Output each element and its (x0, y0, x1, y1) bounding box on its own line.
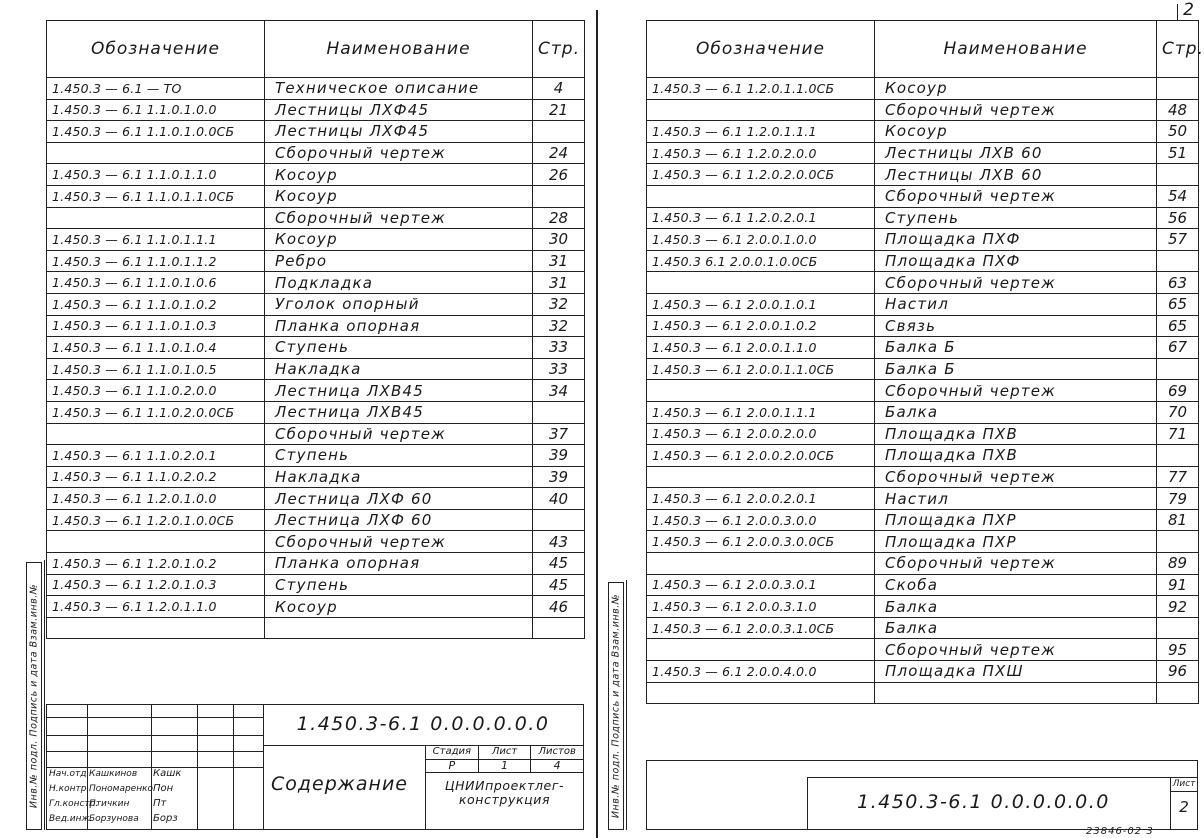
name-cell: Сборочный чертеж (875, 99, 1157, 121)
designation-cell: 1.450.3 — 6.1 1.1.0.1.0.0СБ (47, 121, 265, 143)
margin-stamp (608, 582, 624, 830)
column-header-designation: Обозначение (647, 21, 875, 78)
page-cell: 31 (533, 272, 585, 294)
margin-stamp (26, 562, 42, 830)
page-cell: 48 (1157, 99, 1199, 121)
sheets-value: 4 (553, 759, 561, 772)
table-row (647, 423, 1199, 445)
page-cell: 43 (533, 531, 585, 553)
signature-mark: Борз (153, 813, 178, 824)
designation-cell (47, 531, 265, 553)
contents-body-right (647, 78, 1199, 704)
signature-mark: Кашк (153, 768, 182, 779)
table-row (647, 596, 1199, 618)
name-cell: Техническое описание (265, 78, 533, 100)
table-row (47, 229, 585, 251)
designation-cell (647, 185, 875, 207)
page-cell: 39 (533, 445, 585, 467)
page-cell: 95 (1157, 639, 1199, 661)
name-cell: Балка Б (875, 337, 1157, 359)
designation-cell: 1.450.3 — 6.1 1.1.0.1.0.0 (47, 99, 265, 121)
designation-cell: 1.450.3 — 6.1 2.0.0.2.0.1 (647, 488, 875, 510)
name-cell (875, 682, 1157, 704)
designation-cell: 1.450.3 — 6.1 1.1.0.1.1.1 (47, 229, 265, 251)
table-row (647, 293, 1199, 315)
page-cell: 65 (1157, 293, 1199, 315)
page-cell: 28 (533, 207, 585, 229)
designation-cell: 1.450.3 — 6.1 1.1.0.1.0.6 (47, 272, 265, 294)
table-row (47, 401, 585, 423)
designation-cell (647, 553, 875, 575)
page-cell: 30 (533, 229, 585, 251)
name-cell: Лестница ЛХВ45 (265, 380, 533, 402)
table-row (47, 250, 585, 272)
stage-block (425, 745, 583, 829)
name-cell: Лестницы ЛХФ45 (265, 99, 533, 121)
table-row (647, 661, 1199, 683)
page-cell: 32 (533, 315, 585, 337)
page-cell: 92 (1157, 596, 1199, 618)
table-row (47, 617, 585, 639)
signature-grid (47, 705, 264, 829)
table-row (647, 553, 1199, 575)
table-row (47, 293, 585, 315)
page-cell (533, 185, 585, 207)
designation-cell: 1.450.3 — 6.1 2.0.0.1.1.1 (647, 401, 875, 423)
designation-cell: 1.450.3 — 6.1 1.1.0.2.0.2 (47, 466, 265, 488)
table-row (647, 639, 1199, 661)
sheet-left (0, 0, 592, 838)
designation-cell: 1.450.3 — 6.1 2.0.0.1.0.2 (647, 315, 875, 337)
page-cell: 57 (1157, 229, 1199, 251)
table-row (647, 445, 1199, 467)
designation-cell: 1.450.3 — 6.1 1.2.0.2.0.1 (647, 207, 875, 229)
page-cell: 39 (533, 466, 585, 488)
name-cell: Планка опорная (265, 553, 533, 575)
name-cell: Сборочный чертеж (875, 185, 1157, 207)
name-cell: Балка (875, 596, 1157, 618)
signature-row: Нач.отд. Кашкинов Кашк (49, 768, 182, 779)
designation-cell: 1.450.3 — 6.1 1.2.0.1.1.0СБ (647, 78, 875, 100)
name-cell: Планка опорная (265, 315, 533, 337)
designation-cell (647, 466, 875, 488)
page-cell: 26 (533, 164, 585, 186)
page-cell (1157, 682, 1199, 704)
designation-cell: 1.450.3 — 6.1 2.0.0.3.0.1 (647, 574, 875, 596)
signature-mark: Пт (153, 798, 167, 809)
page-cell: 51 (1157, 142, 1199, 164)
column-header-designation: Обозначение (47, 21, 265, 78)
signature-mark: Пон (153, 783, 174, 794)
table-row (47, 531, 585, 553)
page-cell: 34 (533, 380, 585, 402)
table-row (647, 682, 1199, 704)
designation-cell: 1.450.3 — 6.1 1.2.0.2.0.0СБ (647, 164, 875, 186)
table-row (47, 337, 585, 359)
page-cell (533, 509, 585, 531)
page-cell: 63 (1157, 272, 1199, 294)
name-cell: Косоур (265, 229, 533, 251)
table-row (47, 423, 585, 445)
page-cell: 33 (533, 337, 585, 359)
contents-table-left (46, 20, 585, 639)
page-cell (533, 121, 585, 143)
table-row (647, 617, 1199, 639)
designation-cell: 1.450.3 — 6.1 2.0.0.2.0.0СБ (647, 445, 875, 467)
designation-cell: 1.450.3 — 6.1 1.1.0.1.0.4 (47, 337, 265, 359)
table-row (47, 509, 585, 531)
designation-cell: 1.450.3 — 6.1 1.1.0.1.1.2 (47, 250, 265, 272)
page-cell: 50 (1157, 121, 1199, 143)
document-code: 1.450.3-6.1 0.0.0.0.0.0 (296, 713, 550, 735)
table-row (647, 207, 1199, 229)
designation-cell: 1.450.3 — 6.1 1.2.0.1.1.1 (647, 121, 875, 143)
title-block (46, 704, 584, 830)
name-cell: Связь (875, 315, 1157, 337)
designation-cell (647, 380, 875, 402)
name-cell: Сборочный чертеж (875, 639, 1157, 661)
designation-cell: 1.450.3 — 6.1 2.0.0.1.1.0 (647, 337, 875, 359)
name-cell: Лестница ЛХФ 60 (265, 488, 533, 510)
page-cell: 45 (533, 574, 585, 596)
sheet-label: Лист (1171, 777, 1197, 792)
table-row (47, 142, 585, 164)
page-cell: 91 (1157, 574, 1199, 596)
table-row (47, 207, 585, 229)
designation-cell (647, 639, 875, 661)
name-cell: Косоур (265, 596, 533, 618)
designation-cell: 1.450.3 — 6.1 1.1.0.1.1.0СБ (47, 185, 265, 207)
name-cell: Сборочный чертеж (265, 531, 533, 553)
signature-row: Гл.констр. Птичкин Пт (49, 798, 167, 809)
page-cell: 33 (533, 358, 585, 380)
page-cell: 24 (533, 142, 585, 164)
table-row (47, 596, 585, 618)
name-cell (265, 617, 533, 639)
table-row (647, 185, 1199, 207)
name-cell: Лестница ЛХВ45 (265, 401, 533, 423)
designation-cell (47, 423, 265, 445)
table-row (47, 272, 585, 294)
table-row (647, 121, 1199, 143)
designation-cell: 1.450.3 — 6.1 1.2.0.1.0.2 (47, 553, 265, 575)
name-cell: Сборочный чертеж (875, 272, 1157, 294)
page-cell: 67 (1157, 337, 1199, 359)
signature-row: Вед.инж. Борзунова Борз (49, 813, 178, 824)
page-cell: 37 (533, 423, 585, 445)
name-cell: Лестницы ЛХФ45 (265, 121, 533, 143)
designation-cell: 1.450.3 — 6.1 2.0.0.2.0.0 (647, 423, 875, 445)
name-cell: Настил (875, 488, 1157, 510)
column-header-page: Стр. (1157, 21, 1199, 78)
page-cell: 89 (1157, 553, 1199, 575)
contents-table-right (646, 20, 1204, 704)
designation-cell: 1.450.3 — 6.1 2.0.0.3.1.0СБ (647, 617, 875, 639)
sheet-label: Лист (479, 745, 532, 759)
signature-rows (47, 767, 263, 827)
table-row (647, 229, 1199, 251)
designation-cell: 1.450.3 — 6.1 1.1.0.1.0.5 (47, 358, 265, 380)
designation-cell: 1.450.3 — 6.1 1.1.0.2.0.1 (47, 445, 265, 467)
page-cell: 77 (1157, 466, 1199, 488)
name-cell: Площадка ПХФ (875, 250, 1157, 272)
table-row (47, 99, 585, 121)
page-cell (1157, 445, 1199, 467)
designation-cell: 1.450.3 — 6.1 1.2.0.2.0.0 (647, 142, 875, 164)
sheet-divider (596, 10, 598, 838)
table-row (47, 553, 585, 575)
designation-cell: 1.450.3 — 6.1 1.2.0.1.1.0 (47, 596, 265, 618)
name-cell: Площадка ПХФ (875, 229, 1157, 251)
table-row (47, 78, 585, 100)
table-row (47, 315, 585, 337)
column-header-name: Наименование (875, 21, 1157, 78)
designation-cell: 1.450.3 — 6.1 1.1.0.1.0.3 (47, 315, 265, 337)
stage-value: Р (426, 760, 479, 772)
page-cell: 65 (1157, 315, 1199, 337)
table-row (647, 380, 1199, 402)
page-cell (1157, 78, 1199, 100)
page-cell: 70 (1157, 401, 1199, 423)
table-row (47, 488, 585, 510)
name-cell: Сборочный чертеж (265, 142, 533, 164)
name-cell: Лестницы ЛХВ 60 (875, 142, 1157, 164)
designation-cell: 1.450.3 — 6.1 1.1.0.1.1.0 (47, 164, 265, 186)
name-cell: Балка (875, 617, 1157, 639)
sheet-value: 2 (1179, 798, 1189, 816)
table-row (647, 531, 1199, 553)
name-cell: Косоур (875, 121, 1157, 143)
page-cell: 81 (1157, 509, 1199, 531)
archive-number: 23846-02 3 (1086, 826, 1154, 837)
name-cell: Ступень (265, 337, 533, 359)
name-cell: Косоур (265, 164, 533, 186)
table-row (647, 574, 1199, 596)
page-cell: 40 (533, 488, 585, 510)
table-row (647, 250, 1199, 272)
table-row (47, 574, 585, 596)
table-row (47, 358, 585, 380)
name-cell: Косоур (875, 78, 1157, 100)
name-cell: Ступень (265, 574, 533, 596)
designation-cell: 1.450.3 — 6.1 2.0.0.4.0.0 (647, 661, 875, 683)
designation-cell: 1.450.3 — 6.1 2.0.0.3.0.0СБ (647, 531, 875, 553)
table-row (647, 272, 1199, 294)
designation-cell: 1.450.3 — 6.1 1.1.0.2.0.0СБ (47, 401, 265, 423)
column-header-page: Стр. (533, 21, 585, 78)
margin-stamp-text: Инв.№ подл. Подпись и дата Взам.инв.№ (28, 583, 40, 809)
table-row (47, 466, 585, 488)
contents-body-left (47, 78, 585, 639)
designation-cell: 1.450.3 — 6.1 — ТО (47, 78, 265, 100)
designation-cell (647, 272, 875, 294)
name-cell: Уголок опорный (265, 293, 533, 315)
title-block-right (646, 760, 1198, 830)
table-row (47, 445, 585, 467)
table-row (647, 315, 1199, 337)
page-cell (1157, 358, 1199, 380)
name-cell: Накладка (265, 466, 533, 488)
page-cell: 32 (533, 293, 585, 315)
page-cell: 96 (1157, 661, 1199, 683)
designation-cell: 1.450.3 — 6.1 1.2.0.1.0.3 (47, 574, 265, 596)
page-cell: 79 (1157, 488, 1199, 510)
designation-cell (47, 617, 265, 639)
name-cell: Косоур (265, 185, 533, 207)
page-cell (1157, 617, 1199, 639)
table-row (647, 142, 1199, 164)
table-row (647, 358, 1199, 380)
sheet-number-box (1170, 777, 1197, 829)
table-row (647, 337, 1199, 359)
name-cell: Площадка ПХВ (875, 423, 1157, 445)
name-cell: Скоба (875, 574, 1157, 596)
name-cell: Ступень (265, 445, 533, 467)
column-header-name: Наименование (265, 21, 533, 78)
table-row (647, 78, 1199, 100)
page-cell: 54 (1157, 185, 1199, 207)
name-cell: Площадка ПХР (875, 509, 1157, 531)
page-number: 2 (1183, 0, 1194, 20)
document-code: 1.450.3-6.1 0.0.0.0.0.0 (857, 791, 1110, 813)
margin-line (626, 580, 627, 830)
page-cell: 69 (1157, 380, 1199, 402)
page-cell: 71 (1157, 423, 1199, 445)
document-title: Содержание (271, 773, 408, 795)
table-row (47, 164, 585, 186)
table-row (47, 380, 585, 402)
designation-cell: 1.450.3 — 6.1 1.1.0.1.0.2 (47, 293, 265, 315)
designation-cell (47, 142, 265, 164)
name-cell: Площадка ПХВ (875, 445, 1157, 467)
name-cell: Настил (875, 293, 1157, 315)
name-cell: Сборочный чертеж (265, 207, 533, 229)
name-cell: Сборочный чертеж (265, 423, 533, 445)
table-row (647, 99, 1199, 121)
designation-cell: 1.450.3 — 6.1 2.0.0.3.1.0 (647, 596, 875, 618)
stage-label: Стадия (426, 745, 479, 759)
margin-line (44, 560, 45, 830)
sheets-label: Листов (538, 746, 576, 757)
page-cell (533, 401, 585, 423)
name-cell: Площадка ПХШ (875, 661, 1157, 683)
page-cell: 46 (533, 596, 585, 618)
name-cell: Лестницы ЛХВ 60 (875, 164, 1157, 186)
table-row (647, 488, 1199, 510)
designation-cell: 1.450.3 — 6.1 2.0.0.1.0.0 (647, 229, 875, 251)
designation-cell: 1.450.3 — 6.1 2.0.0.1.1.0СБ (647, 358, 875, 380)
page-cell (1157, 531, 1199, 553)
page-cell: 21 (533, 99, 585, 121)
sheet-right (602, 0, 1204, 838)
table-row (47, 185, 585, 207)
name-cell: Балка Б (875, 358, 1157, 380)
name-cell: Ступень (875, 207, 1157, 229)
name-cell: Сборочный чертеж (875, 466, 1157, 488)
name-cell: Сборочный чертеж (875, 380, 1157, 402)
designation-cell (647, 682, 875, 704)
name-cell: Сборочный чертеж (875, 553, 1157, 575)
page-cell: 56 (1157, 207, 1199, 229)
designation-cell: 1.450.3 — 6.1 1.1.0.2.0.0 (47, 380, 265, 402)
name-cell: Площадка ПХР (875, 531, 1157, 553)
designation-cell: 1.450.3 — 6.1 1.2.0.1.0.0 (47, 488, 265, 510)
table-row (647, 401, 1199, 423)
name-cell: Балка (875, 401, 1157, 423)
page-cell (533, 617, 585, 639)
page-cell (1157, 250, 1199, 272)
name-cell: Накладка (265, 358, 533, 380)
page-cell: 45 (533, 553, 585, 575)
designation-cell: 1.450.3 — 6.1 2.0.0.1.0.1 (647, 293, 875, 315)
page-cell (1157, 164, 1199, 186)
sheet-value: 1 (479, 760, 532, 772)
designation-cell: 1.450.3 6.1 2.0.0.1.0.0СБ (647, 250, 875, 272)
table-row (647, 164, 1199, 186)
name-cell: Ребро (265, 250, 533, 272)
designation-cell (647, 99, 875, 121)
table-row (647, 509, 1199, 531)
designation-cell: 1.450.3 — 6.1 2.0.0.3.0.0 (647, 509, 875, 531)
name-cell: Лестница ЛХФ 60 (265, 509, 533, 531)
page-cell: 31 (533, 250, 585, 272)
organization-name: ЦНИИпроектлег- конструкция (444, 778, 565, 807)
name-cell: Подкладка (265, 272, 533, 294)
designation-cell: 1.450.3 — 6.1 1.2.0.1.0.0СБ (47, 509, 265, 531)
designation-cell (47, 207, 265, 229)
table-row (47, 121, 585, 143)
table-row (647, 466, 1199, 488)
margin-stamp-text: Инв.№ подл. Подпись и дата Взам.инв.№ (610, 593, 622, 819)
page-cell: 4 (533, 78, 585, 100)
signature-row: Н.контр. Пономаренко Пон (49, 783, 174, 794)
